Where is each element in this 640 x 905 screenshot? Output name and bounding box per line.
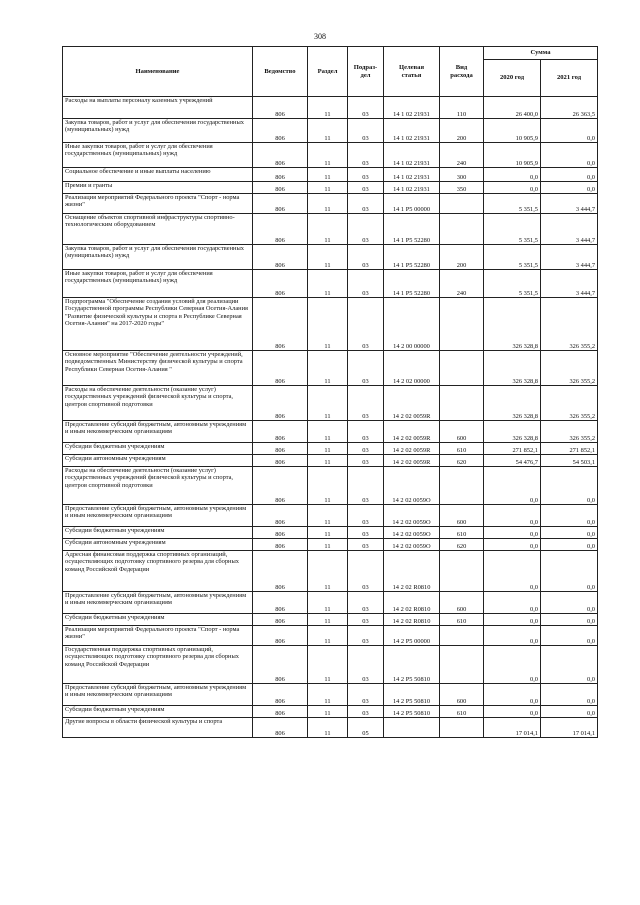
- cell-name: Премии и гранты: [63, 182, 253, 194]
- cell-sum-2020: 0,0: [484, 684, 541, 706]
- cell-subsection: 03: [348, 143, 384, 168]
- cell-expense-type: [440, 214, 484, 245]
- cell-section: 11: [308, 386, 348, 421]
- cell-expense-type: 350: [440, 182, 484, 194]
- cell-department: 806: [253, 467, 308, 505]
- cell-sum-2021: 3 444,7: [541, 214, 598, 245]
- table-row: [63, 614, 598, 626]
- cell-subsection: 03: [348, 298, 384, 351]
- cell-expense-type: [440, 194, 484, 214]
- cell-section: 11: [308, 214, 348, 245]
- cell-target-item: [384, 718, 440, 738]
- table-row: [63, 443, 598, 455]
- cell-section: 11: [308, 614, 348, 626]
- cell-name: Другие вопросы в области физической культуры и спорта: [63, 718, 253, 738]
- header-target-item: Целевая статья: [384, 47, 440, 97]
- cell-target-item: 14 2 02 R0810: [384, 614, 440, 626]
- cell-sum-2020: 0,0: [484, 168, 541, 182]
- cell-target-item: 14 2 02 0059R: [384, 443, 440, 455]
- cell-section: 11: [308, 194, 348, 214]
- cell-name: Субсидии бюджетным учреждениям: [63, 614, 253, 626]
- header-department: Ведомство: [253, 47, 308, 97]
- cell-subsection: 03: [348, 626, 384, 646]
- cell-sum-2020: 0,0: [484, 539, 541, 551]
- cell-department: 806: [253, 214, 308, 245]
- cell-target-item: 14 1 02 21931: [384, 143, 440, 168]
- cell-name: Предоставление субсидий бюджетным, автономным учреждениям и иным некоммерческим организациям: [63, 592, 253, 614]
- table-row: [63, 626, 598, 646]
- cell-sum-2020: 17 014,1: [484, 718, 541, 738]
- cell-target-item: 14 1 P5 52280: [384, 214, 440, 245]
- cell-department: 806: [253, 245, 308, 270]
- cell-department: 806: [253, 592, 308, 614]
- cell-name: Субсидии бюджетным учреждениям: [63, 706, 253, 718]
- cell-target-item: 14 2 02 R0810: [384, 551, 440, 592]
- cell-department: 806: [253, 97, 308, 119]
- cell-sum-2021: 271 852,1: [541, 443, 598, 455]
- cell-expense-type: 600: [440, 592, 484, 614]
- cell-sum-2020: 26 400,0: [484, 97, 541, 119]
- cell-sum-2020: 0,0: [484, 592, 541, 614]
- cell-target-item: 14 1 02 21931: [384, 119, 440, 143]
- cell-expense-type: [440, 298, 484, 351]
- table-row: [63, 706, 598, 718]
- cell-subsection: 03: [348, 168, 384, 182]
- table-body: [63, 97, 598, 738]
- cell-section: 11: [308, 592, 348, 614]
- cell-sum-2021: 0,0: [541, 467, 598, 505]
- cell-expense-type: 620: [440, 455, 484, 467]
- cell-sum-2021: 326 355,2: [541, 351, 598, 386]
- table-row: [63, 245, 598, 270]
- cell-expense-type: 610: [440, 527, 484, 539]
- cell-section: 11: [308, 646, 348, 684]
- cell-department: 806: [253, 194, 308, 214]
- cell-name: Закупка товаров, работ и услуг для обеспечения государственных (муниципальных) нужд: [63, 245, 253, 270]
- cell-subsection: 03: [348, 539, 384, 551]
- cell-name: Расходы на обеспечение деятельности (оказание услуг) государственных учреждений физической культуры и спорта, центров спортивной подготовки: [63, 386, 253, 421]
- cell-expense-type: [440, 467, 484, 505]
- header-year-2020: 2020 год: [484, 60, 541, 97]
- cell-target-item: 14 2 02 0059O: [384, 527, 440, 539]
- cell-sum-2021: 0,0: [541, 646, 598, 684]
- cell-subsection: 03: [348, 270, 384, 298]
- cell-sum-2020: 10 905,9: [484, 143, 541, 168]
- cell-name: Адресная финансовая поддержка спортивных организаций, осуществляющих подготовку спортивного резерва для сборных команд Российской Федерации: [63, 551, 253, 592]
- cell-expense-type: [440, 351, 484, 386]
- cell-target-item: 14 1 P5 52280: [384, 245, 440, 270]
- cell-name: Реализация мероприятий Федерального проекта "Спорт - норма жизни": [63, 626, 253, 646]
- cell-expense-type: 610: [440, 706, 484, 718]
- cell-target-item: 14 2 02 0059R: [384, 386, 440, 421]
- cell-target-item: 14 2 P5 50810: [384, 646, 440, 684]
- cell-sum-2021: 0,0: [541, 706, 598, 718]
- cell-expense-type: 300: [440, 168, 484, 182]
- cell-expense-type: 110: [440, 97, 484, 119]
- cell-name: Социальное обеспечение и иные выплаты населению: [63, 168, 253, 182]
- cell-expense-type: [440, 551, 484, 592]
- cell-sum-2020: 10 905,9: [484, 119, 541, 143]
- table-row: [63, 455, 598, 467]
- header-section: Раздел: [308, 47, 348, 97]
- cell-section: 11: [308, 718, 348, 738]
- cell-sum-2021: 17 014,1: [541, 718, 598, 738]
- header-name: Наименование: [63, 47, 253, 97]
- cell-section: 11: [308, 706, 348, 718]
- cell-target-item: 14 1 02 21931: [384, 182, 440, 194]
- cell-target-item: 14 1 02 21931: [384, 97, 440, 119]
- cell-name: Субсидии бюджетным учреждениям: [63, 443, 253, 455]
- cell-target-item: 14 1 P5 00000: [384, 194, 440, 214]
- cell-department: 806: [253, 646, 308, 684]
- table-row: [63, 646, 598, 684]
- cell-subsection: 03: [348, 214, 384, 245]
- cell-expense-type: 600: [440, 684, 484, 706]
- cell-sum-2021: 326 355,2: [541, 386, 598, 421]
- cell-sum-2020: 0,0: [484, 706, 541, 718]
- cell-sum-2020: 5 351,5: [484, 214, 541, 245]
- table-row: [63, 182, 598, 194]
- cell-expense-type: 240: [440, 143, 484, 168]
- cell-sum-2021: 54 503,1: [541, 455, 598, 467]
- budget-table: [62, 46, 598, 738]
- cell-target-item: 14 1 P5 52280: [384, 270, 440, 298]
- cell-department: 806: [253, 386, 308, 421]
- cell-sum-2020: 0,0: [484, 551, 541, 592]
- header-sum: Сумма: [484, 47, 598, 60]
- cell-target-item: 14 2 00 00000: [384, 298, 440, 351]
- table-row: [63, 551, 598, 592]
- cell-target-item: 14 2 02 0059O: [384, 505, 440, 527]
- cell-sum-2021: 3 444,7: [541, 245, 598, 270]
- cell-expense-type: 620: [440, 539, 484, 551]
- cell-sum-2020: 5 351,5: [484, 270, 541, 298]
- table-row: [63, 718, 598, 738]
- cell-name: Субсидии автономным учреждениям: [63, 455, 253, 467]
- cell-department: 806: [253, 455, 308, 467]
- cell-department: 806: [253, 143, 308, 168]
- cell-sum-2020: 0,0: [484, 182, 541, 194]
- cell-subsection: 03: [348, 182, 384, 194]
- cell-sum-2021: 326 355,2: [541, 421, 598, 443]
- cell-section: 11: [308, 539, 348, 551]
- cell-department: 806: [253, 443, 308, 455]
- cell-subsection: 03: [348, 351, 384, 386]
- cell-target-item: 14 2 02 0059R: [384, 421, 440, 443]
- cell-target-item: 14 2 P5 50810: [384, 706, 440, 718]
- cell-department: 806: [253, 351, 308, 386]
- cell-subsection: 03: [348, 467, 384, 505]
- cell-subsection: 03: [348, 386, 384, 421]
- cell-target-item: 14 1 02 21931: [384, 168, 440, 182]
- cell-name: Подпрограмма "Обеспечение создания условий для реализации Государственной программы Республики Северная Осетия-Алания "Развитие физической культуры и спорта в Республике Северная Осетия-Алания" на 2017-2020 годы": [63, 298, 253, 351]
- cell-subsection: 03: [348, 706, 384, 718]
- cell-sum-2020: 54 476,7: [484, 455, 541, 467]
- cell-section: 11: [308, 119, 348, 143]
- cell-department: 806: [253, 527, 308, 539]
- cell-subsection: 03: [348, 527, 384, 539]
- cell-sum-2021: 0,0: [541, 143, 598, 168]
- cell-department: 806: [253, 539, 308, 551]
- cell-target-item: 14 2 P5 50810: [384, 684, 440, 706]
- cell-section: 11: [308, 443, 348, 455]
- cell-expense-type: 610: [440, 443, 484, 455]
- cell-department: 806: [253, 168, 308, 182]
- cell-expense-type: 610: [440, 614, 484, 626]
- table-row: [63, 214, 598, 245]
- page-number: 308: [314, 32, 326, 41]
- table-row: [63, 467, 598, 505]
- cell-expense-type: 200: [440, 245, 484, 270]
- cell-expense-type: [440, 646, 484, 684]
- cell-department: 806: [253, 626, 308, 646]
- table-row: [63, 194, 598, 214]
- cell-name: Предоставление субсидий бюджетным, автономным учреждениям и иным некоммерческим организациям: [63, 505, 253, 527]
- cell-section: 11: [308, 182, 348, 194]
- cell-sum-2020: 5 351,5: [484, 194, 541, 214]
- cell-section: 11: [308, 351, 348, 386]
- cell-name: Расходы на обеспечение деятельности (оказание услуг) государственных учреждений физической культуры и спорта, центров спортивной подготовки: [63, 467, 253, 505]
- cell-subsection: 03: [348, 646, 384, 684]
- cell-section: 11: [308, 168, 348, 182]
- cell-expense-type: 240: [440, 270, 484, 298]
- cell-sum-2020: 0,0: [484, 614, 541, 626]
- table-row: [63, 298, 598, 351]
- table-row: [63, 421, 598, 443]
- table-row: [63, 119, 598, 143]
- table-row: [63, 168, 598, 182]
- cell-section: 11: [308, 455, 348, 467]
- cell-target-item: 14 2 02 0059O: [384, 467, 440, 505]
- cell-department: 806: [253, 182, 308, 194]
- cell-sum-2021: 3 444,7: [541, 270, 598, 298]
- cell-sum-2021: 0,0: [541, 551, 598, 592]
- table-header: [63, 47, 598, 97]
- table-row: [63, 684, 598, 706]
- table-row: [63, 351, 598, 386]
- table-row: [63, 539, 598, 551]
- cell-subsection: 03: [348, 455, 384, 467]
- cell-department: 806: [253, 706, 308, 718]
- cell-sum-2020: 0,0: [484, 505, 541, 527]
- cell-department: 806: [253, 614, 308, 626]
- table-row: [63, 386, 598, 421]
- cell-subsection: 03: [348, 443, 384, 455]
- cell-section: 11: [308, 505, 348, 527]
- cell-sum-2021: 26 363,5: [541, 97, 598, 119]
- table-row: [63, 270, 598, 298]
- cell-name: Иные закупки товаров, работ и услуг для обеспечения государственных (муниципальных) нужд: [63, 270, 253, 298]
- cell-section: 11: [308, 684, 348, 706]
- cell-sum-2020: 326 328,8: [484, 386, 541, 421]
- cell-subsection: 03: [348, 592, 384, 614]
- cell-sum-2021: 0,0: [541, 539, 598, 551]
- cell-subsection: 03: [348, 421, 384, 443]
- cell-sum-2020: 0,0: [484, 646, 541, 684]
- cell-subsection: 03: [348, 614, 384, 626]
- cell-sum-2020: 0,0: [484, 467, 541, 505]
- cell-department: 806: [253, 270, 308, 298]
- cell-section: 11: [308, 527, 348, 539]
- table-row: [63, 97, 598, 119]
- cell-department: 806: [253, 551, 308, 592]
- cell-name: Оснащение объектов спортивной инфраструктуры спортивно-технологическим оборудованием: [63, 214, 253, 245]
- cell-sum-2021: 0,0: [541, 684, 598, 706]
- cell-sum-2020: 0,0: [484, 527, 541, 539]
- cell-department: 806: [253, 718, 308, 738]
- cell-sum-2020: 0,0: [484, 626, 541, 646]
- cell-sum-2020: 326 328,8: [484, 298, 541, 351]
- table-row: [63, 592, 598, 614]
- cell-expense-type: 600: [440, 505, 484, 527]
- cell-sum-2020: 271 852,1: [484, 443, 541, 455]
- cell-name: Иные закупки товаров, работ и услуг для обеспечения государственных (муниципальных) нужд: [63, 143, 253, 168]
- table-row: [63, 505, 598, 527]
- cell-sum-2021: 0,0: [541, 592, 598, 614]
- cell-department: 806: [253, 505, 308, 527]
- table-row: [63, 527, 598, 539]
- cell-subsection: 03: [348, 551, 384, 592]
- cell-sum-2021: 326 355,2: [541, 298, 598, 351]
- cell-section: 11: [308, 626, 348, 646]
- cell-subsection: 03: [348, 194, 384, 214]
- cell-sum-2020: 326 328,8: [484, 351, 541, 386]
- cell-sum-2021: 0,0: [541, 505, 598, 527]
- cell-section: 11: [308, 143, 348, 168]
- header-subsection: Подраз- дел: [348, 47, 384, 97]
- cell-expense-type: 200: [440, 119, 484, 143]
- cell-department: 806: [253, 298, 308, 351]
- cell-section: 11: [308, 97, 348, 119]
- cell-expense-type: [440, 386, 484, 421]
- cell-department: 806: [253, 684, 308, 706]
- cell-sum-2021: 3 444,7: [541, 194, 598, 214]
- cell-expense-type: 600: [440, 421, 484, 443]
- cell-section: 11: [308, 245, 348, 270]
- cell-name: Предоставление субсидий бюджетным, автономным учреждениям и иным некоммерческим организациям: [63, 684, 253, 706]
- cell-sum-2021: 0,0: [541, 527, 598, 539]
- cell-target-item: 14 2 02 0059O: [384, 539, 440, 551]
- cell-name: Субсидии автономным учреждениям: [63, 539, 253, 551]
- cell-subsection: 05: [348, 718, 384, 738]
- cell-subsection: 03: [348, 505, 384, 527]
- cell-sum-2021: 0,0: [541, 182, 598, 194]
- cell-section: 11: [308, 298, 348, 351]
- cell-target-item: 14 2 P5 00000: [384, 626, 440, 646]
- cell-target-item: 14 2 02 0059R: [384, 455, 440, 467]
- cell-section: 11: [308, 270, 348, 298]
- cell-sum-2020: 5 351,5: [484, 245, 541, 270]
- cell-expense-type: [440, 626, 484, 646]
- cell-subsection: 03: [348, 684, 384, 706]
- cell-target-item: 14 2 02 R0810: [384, 592, 440, 614]
- cell-name: Реализация мероприятий Федерального проекта "Спорт - норма жизни": [63, 194, 253, 214]
- cell-section: 11: [308, 551, 348, 592]
- cell-sum-2021: 0,0: [541, 168, 598, 182]
- cell-department: 806: [253, 119, 308, 143]
- cell-sum-2021: 0,0: [541, 626, 598, 646]
- cell-sum-2020: 326 328,8: [484, 421, 541, 443]
- cell-name: Субсидии бюджетным учреждениям: [63, 527, 253, 539]
- cell-name: Закупка товаров, работ и услуг для обеспечения государственных (муниципальных) нужд: [63, 119, 253, 143]
- cell-subsection: 03: [348, 245, 384, 270]
- cell-name: Основное мероприятие "Обеспечение деятельности учреждений, подведомственных Министерству физической культуры и спорта Республики Северная Осетия-Алания ": [63, 351, 253, 386]
- cell-section: 11: [308, 421, 348, 443]
- table-row: [63, 143, 598, 168]
- cell-name: Расходы на выплаты персоналу казенных учреждений: [63, 97, 253, 119]
- cell-target-item: 14 2 02 00000: [384, 351, 440, 386]
- cell-department: 806: [253, 421, 308, 443]
- header-year-2021: 2021 год: [541, 60, 598, 97]
- cell-subsection: 03: [348, 97, 384, 119]
- cell-expense-type: [440, 718, 484, 738]
- cell-section: 11: [308, 467, 348, 505]
- cell-name: Государственная поддержка спортивных организаций, осуществляющих подготовку спортивного резерва для сборных команд Российской Федерации: [63, 646, 253, 684]
- cell-subsection: 03: [348, 119, 384, 143]
- header-expense-type: Вид расхода: [440, 47, 484, 97]
- cell-name: Предоставление субсидий бюджетным, автономным учреждениям и иным некоммерческим организациям: [63, 421, 253, 443]
- cell-sum-2021: 0,0: [541, 119, 598, 143]
- cell-sum-2021: 0,0: [541, 614, 598, 626]
